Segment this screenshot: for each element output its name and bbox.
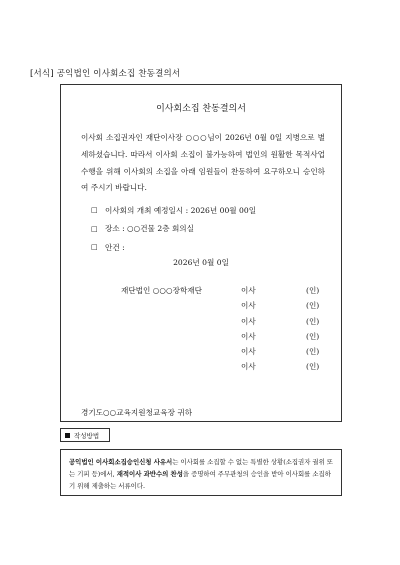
foundation-name: 재단법인 ○○○장학재단 bbox=[121, 286, 202, 295]
guide-text: 을 증명하여 주무관청의 승인을 받아 이사회를 소집하기 위해 제출하는 서류이다. bbox=[69, 470, 331, 491]
guide-tab-label: 작성방법 bbox=[74, 431, 100, 440]
square-bullet-icon bbox=[65, 433, 70, 438]
signature-row bbox=[61, 316, 341, 331]
meeting-location: 장소 : ○○건물 2층 회의실 bbox=[105, 224, 194, 234]
director-role: 이사 bbox=[241, 301, 256, 311]
body-paragraph: 이사회 소집권자인 재단이사장 ○○○님이 2026년 0월 0일 지병으로 별세하셨습니다. 따라서 이사회 소집이 불가능하여 법인의 원활한 목적사업 수행을 위해 이사회의 소집을 아래 임원들이 찬동하여 요구하오니 승인하여 주시기 바랍니다. bbox=[81, 133, 325, 193]
seal-mark: (인) bbox=[306, 331, 320, 341]
director-role: 이사 bbox=[241, 362, 256, 372]
signature-row bbox=[61, 300, 341, 315]
guide-bold-text: 공익법인 이사회소집승인신청 사유서 bbox=[69, 458, 173, 466]
signature-row bbox=[61, 361, 341, 376]
form-title: 이사회소집 찬동결의서 bbox=[156, 104, 246, 114]
guide-box bbox=[60, 449, 342, 496]
director-role: 이사 bbox=[241, 331, 256, 341]
signature-row bbox=[61, 346, 341, 361]
checkbox-bullet-icon: □ bbox=[91, 243, 98, 252]
checkbox-bullet-icon: □ bbox=[91, 224, 98, 233]
director-role: 이사 bbox=[241, 316, 256, 326]
list-item bbox=[91, 201, 321, 220]
guide-text: 는 이사회를 소집할 수 없는 특별한 상황(소집권자 궐위 또는 기피 등)에서, bbox=[69, 458, 333, 479]
director-role: 이사 bbox=[241, 347, 256, 357]
signature-row bbox=[61, 331, 341, 346]
signature-block bbox=[61, 285, 341, 377]
form-box bbox=[60, 84, 342, 422]
seal-mark: (인) bbox=[306, 301, 320, 311]
list-item bbox=[91, 238, 321, 257]
checkbox-bullet-icon: □ bbox=[91, 206, 98, 215]
list-item bbox=[91, 220, 321, 239]
seal-mark: (인) bbox=[306, 347, 320, 357]
form-header-label: [서식] 공익법인 이사회소집 찬동결의서 bbox=[30, 69, 181, 79]
seal-mark: (인) bbox=[306, 316, 320, 326]
seal-mark: (인) bbox=[306, 286, 320, 295]
document-date: 2026년 0월 0일 bbox=[173, 258, 229, 267]
recipient-line: 경기도○○교육지원청교육장 귀하 bbox=[81, 408, 193, 417]
director-role: 이사 bbox=[241, 286, 256, 295]
meeting-agenda: 안건 : bbox=[105, 242, 125, 252]
signature-row bbox=[61, 285, 341, 300]
guide-bold-text: 재적이사 과반수의 찬성 bbox=[116, 470, 183, 479]
meeting-items bbox=[91, 201, 321, 257]
seal-mark: (인) bbox=[306, 362, 320, 372]
guide-tab bbox=[60, 428, 110, 442]
meeting-datetime: 이사회의 개최 예정일시 : 2026년 00월 00일 bbox=[105, 205, 257, 215]
